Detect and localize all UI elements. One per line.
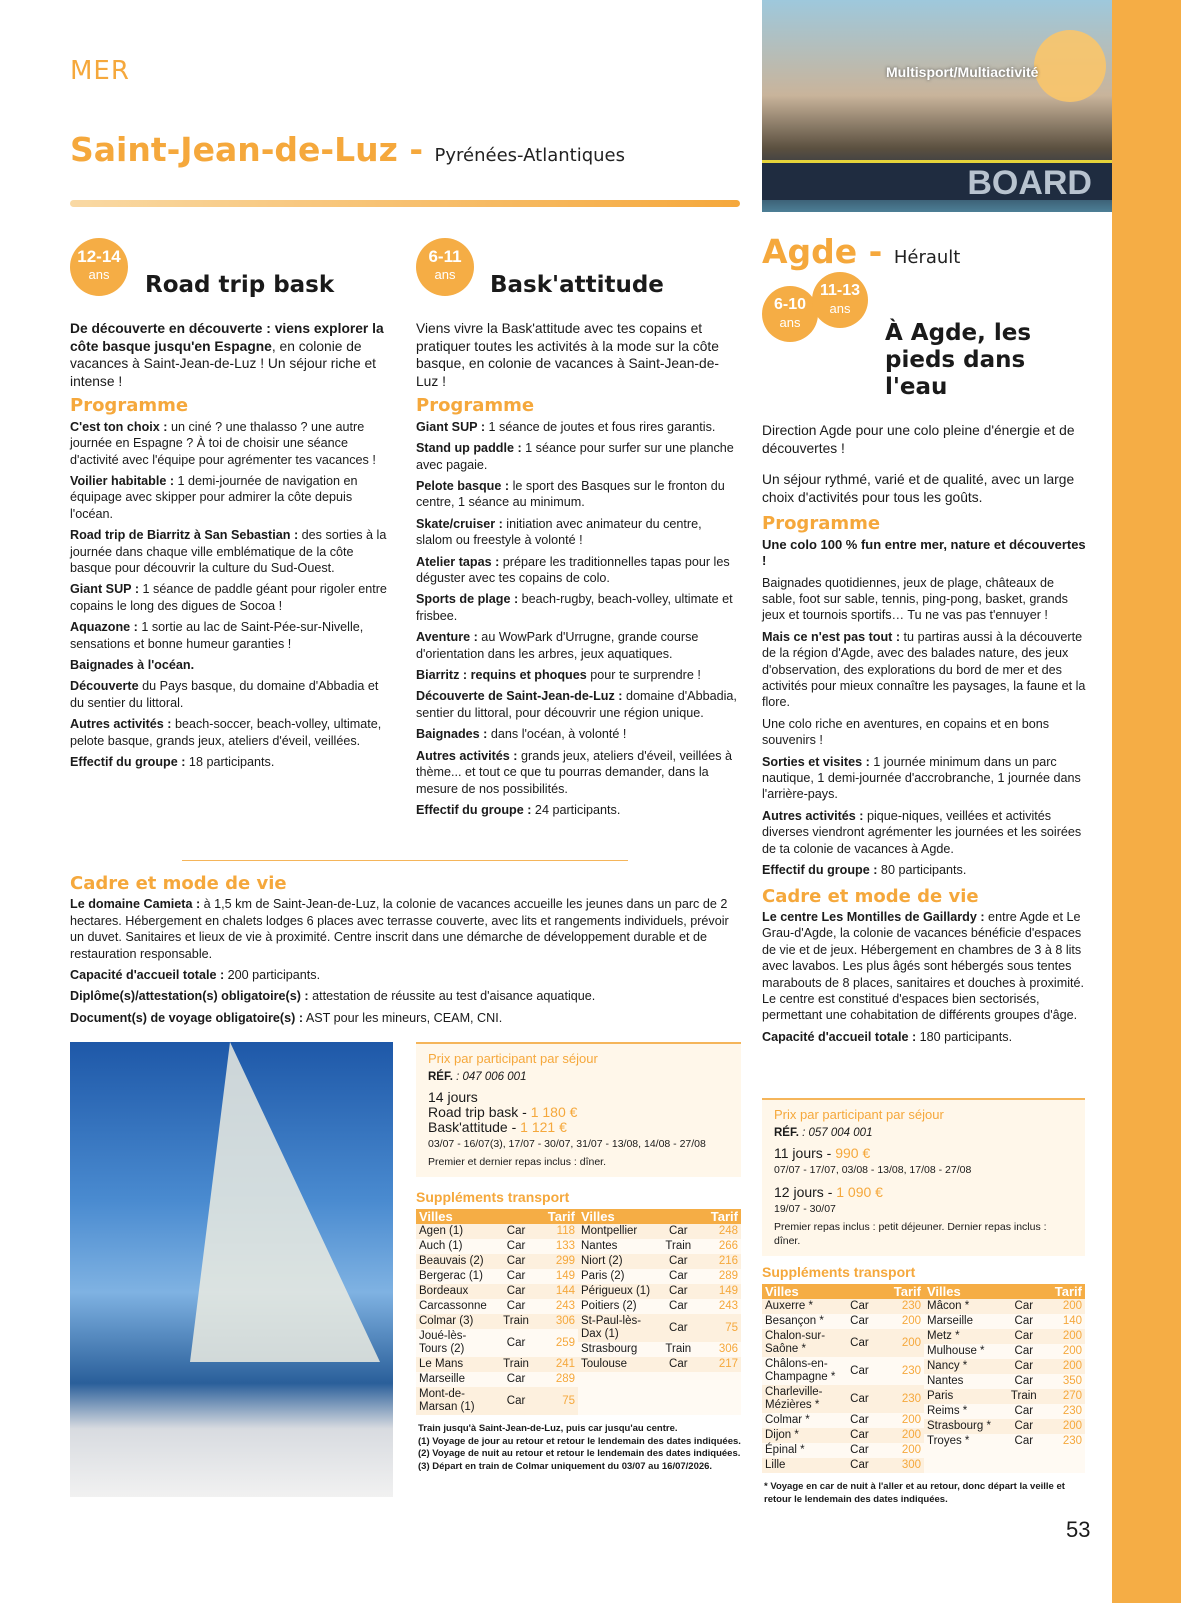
table-row [578, 1342, 741, 1357]
price: 216 [699, 1254, 741, 1269]
programme-heading: Programme [762, 513, 881, 535]
price: 140 [1062, 1315, 1082, 1327]
meals: Premier repas inclus : petit déjeuner. Dernier repas inclus : dîner. [774, 1221, 1047, 1247]
city: Mont-de-Marsan (1) [416, 1387, 496, 1415]
city: Niort (2) [578, 1254, 658, 1269]
age-unit: ans [88, 267, 110, 282]
mode: Train [496, 1357, 536, 1372]
badge-circle [1034, 30, 1106, 102]
note-line: (1) Voyage de jour au retour et retour le lendemain des dates indiquées. [418, 1435, 741, 1447]
table-row [578, 1314, 741, 1342]
price-title: Prix par participant par séjour [428, 1051, 598, 1066]
mode: Train [665, 1240, 692, 1252]
table-row [762, 1458, 924, 1473]
age-unit: ans [779, 315, 801, 330]
header-price: Tarif [877, 1284, 924, 1299]
table-row [416, 1357, 578, 1372]
mode: Car [658, 1224, 699, 1239]
city: Metz * [924, 1329, 1004, 1344]
age-range: 11-13 [819, 282, 861, 299]
agde-column [762, 422, 1087, 1050]
list-item: Voilier habitable : 1 demi-journée de navigation en équipage avec skipper pour admirer la côte depuis l'océan. [70, 474, 358, 521]
price: 259 [555, 1336, 575, 1349]
mode: Car [506, 1300, 526, 1312]
mode: Car [842, 1428, 877, 1443]
dates: 07/07 - 17/07, 03/08 - 13/08, 17/08 - 27/08 [774, 1164, 972, 1176]
transport-tables [416, 1209, 741, 1415]
price: 243 [718, 1300, 738, 1312]
mode: Car [1004, 1419, 1044, 1434]
price: 270 [1044, 1389, 1085, 1404]
table-row [416, 1314, 578, 1329]
city: Épinal * [765, 1444, 805, 1456]
activity-badge: Multisport/Multiactivité [886, 64, 1039, 80]
price: 300 [877, 1458, 924, 1473]
list-item: Aquazone : 1 sortie au lac de Saint-Pée-sur-Nivelle, sensations et bonne humeur garanties ! [70, 620, 364, 651]
city: Montpellier [578, 1224, 658, 1239]
city: Chalon-sur-Saône * [762, 1329, 842, 1357]
section-label: MER [70, 56, 130, 86]
price: 200 [901, 1444, 921, 1456]
price: 217 [699, 1357, 741, 1372]
programme-list [416, 419, 741, 819]
price-line: 11 jours - 990 € [774, 1145, 871, 1161]
table-row [416, 1224, 578, 1239]
price: 243 [555, 1300, 575, 1312]
price: 200 [877, 1428, 924, 1443]
mode: Car [1014, 1435, 1034, 1447]
table-row [416, 1372, 578, 1387]
price: 241 [536, 1357, 578, 1372]
trip-intro: De découverte en découverte : viens explorer la côte basque jusqu'en Espagne, en colonie de vacances à Saint-Jean-de-Luz ! Un séjour riche et intense ! [70, 321, 384, 389]
price: 200 [1044, 1329, 1085, 1344]
mode: Car [658, 1254, 699, 1269]
price-line: Road trip bask - 1 180 € [428, 1104, 578, 1120]
city: Reims * [927, 1405, 968, 1417]
city: Châlons-en-Champagne * [765, 1358, 836, 1383]
city: Bordeaux [416, 1284, 496, 1299]
city: Poitiers (2) [581, 1300, 637, 1312]
title-rule [70, 200, 740, 207]
city: Troyes * [927, 1435, 970, 1447]
mode: Car [850, 1414, 869, 1426]
price: 200 [901, 1315, 921, 1327]
table-row [578, 1269, 741, 1284]
list-item: Skate/cruiser : initiation avec animateur du centre, slalom ou freestyle à volonté ! [416, 516, 702, 548]
city: Auch (1) [419, 1240, 463, 1252]
price: 200 [901, 1414, 921, 1426]
note-line: (2) Voyage de nuit au retour et retour le lendemain des dates indiquées. [418, 1448, 741, 1459]
list-item: Autres activités : beach-soccer, beach-volley, ultimate, pelote basque, grands jeux, ateliers d'éveil, veillées. [70, 717, 382, 748]
age-badge [812, 272, 868, 328]
list-item: Pelote basque : le sport des Basques sur le fronton du centre, 1 séance au minimum. [416, 479, 725, 510]
header-city: Villes [762, 1284, 877, 1299]
dates: 19/07 - 30/07 [774, 1203, 836, 1215]
table-row [762, 1329, 924, 1357]
page-edge-strip [1112, 0, 1181, 1603]
age-badge [416, 238, 474, 296]
table-row [924, 1329, 1085, 1344]
mode: Car [850, 1444, 869, 1456]
cadre-list [762, 909, 1087, 1045]
table-row [416, 1239, 578, 1254]
table-row [924, 1344, 1085, 1359]
reference: RÉF. : 047 006 001 [428, 1071, 527, 1083]
city: Strasbourg [581, 1343, 638, 1355]
kids-paddleboard-photo [762, 0, 1112, 212]
city: Mulhouse * [927, 1345, 985, 1357]
transport-table-left [416, 1209, 578, 1415]
title-region: Pyrénées-Atlantiques [434, 145, 625, 166]
reference: RÉF. : 057 004 001 [774, 1127, 873, 1139]
mode: Car [506, 1336, 526, 1349]
city: Besançon * [765, 1315, 824, 1327]
price: 200 [1044, 1299, 1085, 1314]
mode: Car [496, 1224, 536, 1239]
city: Nantes [581, 1240, 618, 1252]
cadre-list [70, 896, 740, 1026]
list-item: Effectif du groupe : 80 participants. [762, 863, 967, 878]
list-item: Capacité d'accueil totale : 180 participants. [762, 1029, 1013, 1044]
agde-region: Hérault [893, 247, 961, 268]
price: 299 [536, 1254, 578, 1269]
page-title [70, 130, 625, 169]
header-city: Villes [578, 1209, 699, 1224]
list-item: Capacité d'accueil totale : 200 participants. [70, 968, 321, 983]
transport-table-left [762, 1284, 924, 1473]
mode: Car [506, 1240, 526, 1252]
mode: Car [506, 1270, 526, 1282]
table-row [762, 1413, 924, 1428]
mode: Train [496, 1314, 536, 1329]
age-range: 12-14 [77, 247, 121, 266]
city: Colmar (3) [416, 1314, 496, 1329]
mode: Car [842, 1299, 877, 1314]
price-box [762, 1098, 1085, 1256]
price: 149 [555, 1270, 575, 1282]
price: 200 [1044, 1419, 1085, 1434]
programme-list [70, 419, 395, 771]
list-item: Effectif du groupe : 24 participants. [416, 802, 621, 817]
age-badge [762, 286, 818, 342]
table-row [578, 1224, 741, 1239]
cadre-heading: Cadre et mode de vie [762, 885, 979, 907]
city: Mâcon * [924, 1299, 1004, 1314]
table-row [762, 1385, 924, 1413]
duration: 14 jours [428, 1089, 478, 1105]
mode: Car [850, 1364, 869, 1377]
price: 230 [877, 1299, 924, 1314]
table-row [924, 1374, 1085, 1389]
header-price: Tarif [699, 1209, 741, 1224]
price: 230 [1062, 1405, 1082, 1417]
city: Agen (1) [416, 1224, 496, 1239]
table-row [924, 1359, 1085, 1374]
city: Nantes [927, 1375, 964, 1387]
list-item: Découverte du Pays basque, du domaine d'Abbadia et du sentier du littoral. [70, 679, 379, 710]
list-item: C'est ton choix : un ciné ? une thalasso ? une autre journée en Espagne ? À toi de choisir une séance d'activité avec l'équipe pour agrémenter tes vacances ! [70, 419, 376, 467]
table-row [762, 1443, 924, 1458]
trip1-column [70, 320, 395, 776]
city: Paris [924, 1389, 1004, 1404]
trip-intro: Direction Agde pour une colo pleine d'énergie et de découvertes ! [762, 423, 1075, 456]
list-item: Autres activités : pique-niques, veillées et activités diverses viendront agrémenter les journées et les soirées de ta colonie de vacances à Agde. [762, 808, 1082, 856]
list-item: Sorties et visites : 1 journée minimum dans un parc nautique, 1 demi-journée d'accrobranche, 1 journée dans l'arrière-pays. [762, 754, 1081, 802]
price-title: Prix par participant par séjour [774, 1107, 944, 1122]
trip2-column [416, 320, 741, 823]
table-row [578, 1239, 741, 1254]
city: Bergerac (1) [419, 1270, 483, 1282]
transport-table-right [578, 1209, 741, 1372]
list-item: Giant SUP : 1 séance de paddle géant pour rigoler entre copains le long des digues de Socoa ! [70, 582, 387, 613]
table-row [578, 1254, 741, 1269]
mode: Car [1004, 1299, 1044, 1314]
mode: Car [1014, 1405, 1034, 1417]
mode: Car [1014, 1315, 1034, 1327]
city: Beauvais (2) [416, 1254, 496, 1269]
note-line: Train jusqu'à Saint-Jean-de-Luz, puis car jusqu'au centre. [418, 1423, 678, 1434]
mode: Car [1014, 1375, 1034, 1387]
list-item: Le centre Les Montilles de Gaillardy : entre Agde et Le Grau-d'Agde, la colonie de vacances bénéficie d'espaces de vie et de jeux. Hébergement en chambres de 3 à 8 lits avec lavabos. Les plus âgés sont hébergés sous tentes marabouts de 8 places, sanitaires et douches à proximité. Le centre est constitué d'espaces bien sectorisés, permettant une cohabitation de différents groupes d'âge. [762, 909, 1085, 1023]
list-item: Atelier tapas : prépare les traditionnelles tapas pour les déguster avec tes copains de colo. [416, 554, 730, 586]
dates: 03/07 - 16/07(3), 17/07 - 30/07, 31/07 - 13/08, 14/08 - 27/08 [428, 1138, 706, 1150]
list-item: Giant SUP : 1 séance de joutes et fous rires garantis. [416, 419, 716, 434]
mode: Car [506, 1373, 526, 1385]
price: 200 [1044, 1359, 1085, 1374]
city: Carcassonne [419, 1300, 487, 1312]
list-item: Document(s) de voyage obligatoire(s) : AST pour les mineurs, CEAM, CNI. [70, 1010, 503, 1025]
table-row [762, 1299, 924, 1314]
table-row [924, 1314, 1085, 1329]
list-item: Baignades à l'océan. [70, 658, 195, 673]
city: St-Paul-lès-Dax (1) [578, 1314, 658, 1342]
list-item: Autres activités : grands jeux, ateliers d'éveil, veillées à thème... et tout ce que tu pourras demander, dans la mesure de nos possibilités. [416, 748, 733, 796]
table-row [416, 1284, 578, 1299]
header-price: Tarif [536, 1209, 578, 1224]
mode: Car [1014, 1345, 1034, 1357]
list-item: Baignades quotidiennes, jeux de plage, châteaux de sable, foot sur sable, tennis, ping-pong, basket, grands jeux et tournois sportifs… Tu ne vas pas t'ennuyer ! [762, 575, 1068, 623]
table-row [416, 1254, 578, 1269]
price: 306 [536, 1314, 578, 1329]
agde-title: Agde - Hérault [762, 232, 961, 271]
price: 200 [877, 1329, 924, 1357]
city: Marseille [419, 1373, 466, 1385]
programme-heading: Programme [70, 395, 189, 417]
mode: Car [496, 1387, 536, 1415]
transport-notes [418, 1423, 748, 1473]
price-line: Bask'attitude - 1 121 € [428, 1119, 567, 1135]
price: 75 [699, 1314, 741, 1342]
price: 144 [536, 1284, 578, 1299]
city: Le Mans [416, 1357, 496, 1372]
city: Strasbourg * [924, 1419, 1004, 1434]
table-row [762, 1357, 924, 1385]
transport-tables [762, 1284, 1085, 1473]
city: Périgueux (1) [578, 1284, 658, 1299]
list-item: Aventure : au WowPark d'Urrugne, grande course d'orientation dans les arbres, jeux aquatiques. [416, 630, 699, 661]
table-row [762, 1428, 924, 1443]
list-item: Découverte de Saint-Jean-de-Luz : domaine d'Abbadia, sentier du littoral, pour découvrir une région unique. [416, 689, 737, 720]
table-row [924, 1434, 1085, 1449]
programme-list [762, 575, 1087, 879]
price: 230 [877, 1385, 924, 1413]
trip-intro: Un séjour rythmé, varié et de qualité, avec un large choix d'activités pour tous les goûts. [762, 472, 1075, 505]
mode: Car [496, 1254, 536, 1269]
price: 350 [1062, 1375, 1082, 1387]
price-box [416, 1042, 741, 1177]
city: Auxerre * [762, 1299, 842, 1314]
mode: Car [669, 1270, 688, 1282]
trip-title: Bask'attitude [490, 272, 664, 298]
city: Paris (2) [581, 1270, 625, 1282]
table-row [416, 1329, 578, 1357]
cadre-heading: Cadre et mode de vie [70, 873, 287, 894]
list-item: Stand up paddle : 1 séance pour surfer sur une planche avec pagaie. [416, 441, 734, 472]
transport-heading: Suppléments transport [416, 1189, 570, 1205]
price: 230 [901, 1364, 921, 1377]
trip-intro: Viens vivre la Bask'attitude avec tes copains et pratiquer toutes les activités à la mode sur la côte basque, en colonie de vacances à Saint-Jean-de-Luz ! [416, 321, 719, 389]
meals: Premier et dernier repas inclus : dîner. [428, 1156, 606, 1168]
city: Marseille [927, 1315, 974, 1327]
list-item: Le domaine Camieta : à 1,5 km de Saint-Jean-de-Luz, la colonie de vacances accueille les jeunes dans un parc de 2 hectares. Hébergement en chalets lodges 6 places avec terrasse couverte, avec lits et rangements individuels, prévoir un duvet. Sanitaires et lieux de vie à proximité. Centre inscrit dans une démarche de développement durable et de restauration responsable. [70, 897, 729, 961]
table-row [578, 1299, 741, 1314]
city: Colmar * [765, 1414, 810, 1426]
divider [182, 860, 628, 861]
sailboat-photo [70, 1042, 393, 1497]
price: 118 [536, 1224, 578, 1239]
table-row [924, 1389, 1085, 1404]
trip-title: Road trip bask [145, 272, 335, 298]
table-row [924, 1419, 1085, 1434]
table-row [578, 1357, 741, 1372]
mode: Car [850, 1315, 869, 1327]
list-item: Sports de plage : beach-rugby, beach-volley, ultimate et frisbee. [416, 592, 733, 623]
sjdl-cadre [70, 868, 740, 1031]
table-row [416, 1387, 578, 1415]
age-range: 6-11 [428, 247, 462, 266]
page-number: 53 [1066, 1517, 1091, 1542]
table-row [924, 1299, 1085, 1314]
header-city: Villes [924, 1284, 1044, 1299]
price: 75 [536, 1387, 578, 1415]
list-item: Baignades : dans l'océan, à volonté ! [416, 727, 627, 742]
table-row [416, 1269, 578, 1284]
table-row [762, 1314, 924, 1329]
mode: Car [658, 1284, 699, 1299]
price: 289 [555, 1373, 575, 1385]
city: Joué-lès-Tours (2) [419, 1330, 467, 1355]
list-item: Mais ce n'est pas tout : tu partiras aussi à la découverte de la région d'Agde, avec des balades nature, des jeux d'observation, des explorations du bord de mer et des activités pour mieux connaître les paysages, la faune et la flore. [762, 629, 1086, 710]
city: Toulouse [578, 1357, 658, 1372]
header-price: Tarif [1044, 1284, 1085, 1299]
mode: Car [496, 1284, 536, 1299]
header-city: Villes [416, 1209, 536, 1224]
mode: Car [842, 1385, 877, 1413]
table-row [924, 1404, 1085, 1419]
table-row [578, 1284, 741, 1299]
mode: Car [658, 1357, 699, 1372]
city: Charleville-Mézières * [762, 1385, 842, 1413]
board-lettering: BOARD [762, 160, 1112, 200]
sail-shape [190, 1042, 380, 1362]
price: 248 [699, 1224, 741, 1239]
price: 266 [718, 1240, 738, 1252]
table-row [416, 1299, 578, 1314]
mode: Train [665, 1343, 692, 1355]
list-item: Biarritz : requins et phoques pour te surprendre ! [416, 668, 701, 683]
programme-lead: Une colo 100 % fun entre mer, nature et découvertes ! [762, 536, 1086, 569]
price: 133 [555, 1240, 575, 1252]
transport-note: * Voyage en car de nuit à l'aller et au retour, donc départ la veille et retour le lendemain des dates indiquées. [764, 1481, 1065, 1505]
programme-heading: Programme [416, 395, 535, 417]
price: 230 [1062, 1435, 1082, 1447]
age-range: 6-10 [773, 296, 807, 313]
price: 289 [718, 1270, 738, 1282]
list-item: Diplôme(s)/attestation(s) obligatoire(s) : attestation de réussite au test d'aisance aquatique. [70, 989, 596, 1004]
list-item: Effectif du groupe : 18 participants. [70, 755, 275, 770]
age-unit: ans [829, 301, 851, 316]
age-badge [70, 238, 128, 296]
list-item: Road trip de Biarritz à San Sebastian : des sorties à la journée dans chaque ville emblématique de la côte basque pour découvrir la culture du Sud-Ouest. [70, 528, 387, 576]
mode: Car [1004, 1359, 1044, 1374]
mode: Car [669, 1300, 688, 1312]
price: 306 [718, 1343, 738, 1355]
price-line: 12 jours - 1 090 € [774, 1184, 883, 1200]
mode: Car [658, 1314, 699, 1342]
trip-title: À Agde, les pieds dans l'eau [885, 320, 1032, 400]
mode: Car [1004, 1329, 1044, 1344]
title-text: Saint-Jean-de-Luz - [70, 130, 435, 169]
transport-heading: Suppléments transport [762, 1264, 916, 1280]
mode: Train [1004, 1389, 1044, 1404]
city: Nancy * [924, 1359, 1004, 1374]
city: Dijon * [762, 1428, 842, 1443]
note-line: (3) Départ en train de Colmar uniquement du 03/07 au 16/07/2026. [418, 1460, 713, 1472]
list-item: Une colo riche en aventures, en copains et en bons souvenirs ! [762, 716, 1050, 748]
price: 149 [699, 1284, 741, 1299]
mode: Car [842, 1329, 877, 1357]
transport-table-right [924, 1284, 1085, 1449]
city: Lille [762, 1458, 842, 1473]
age-unit: ans [434, 267, 456, 282]
price: 200 [1062, 1345, 1082, 1357]
mode: Car [842, 1458, 877, 1473]
